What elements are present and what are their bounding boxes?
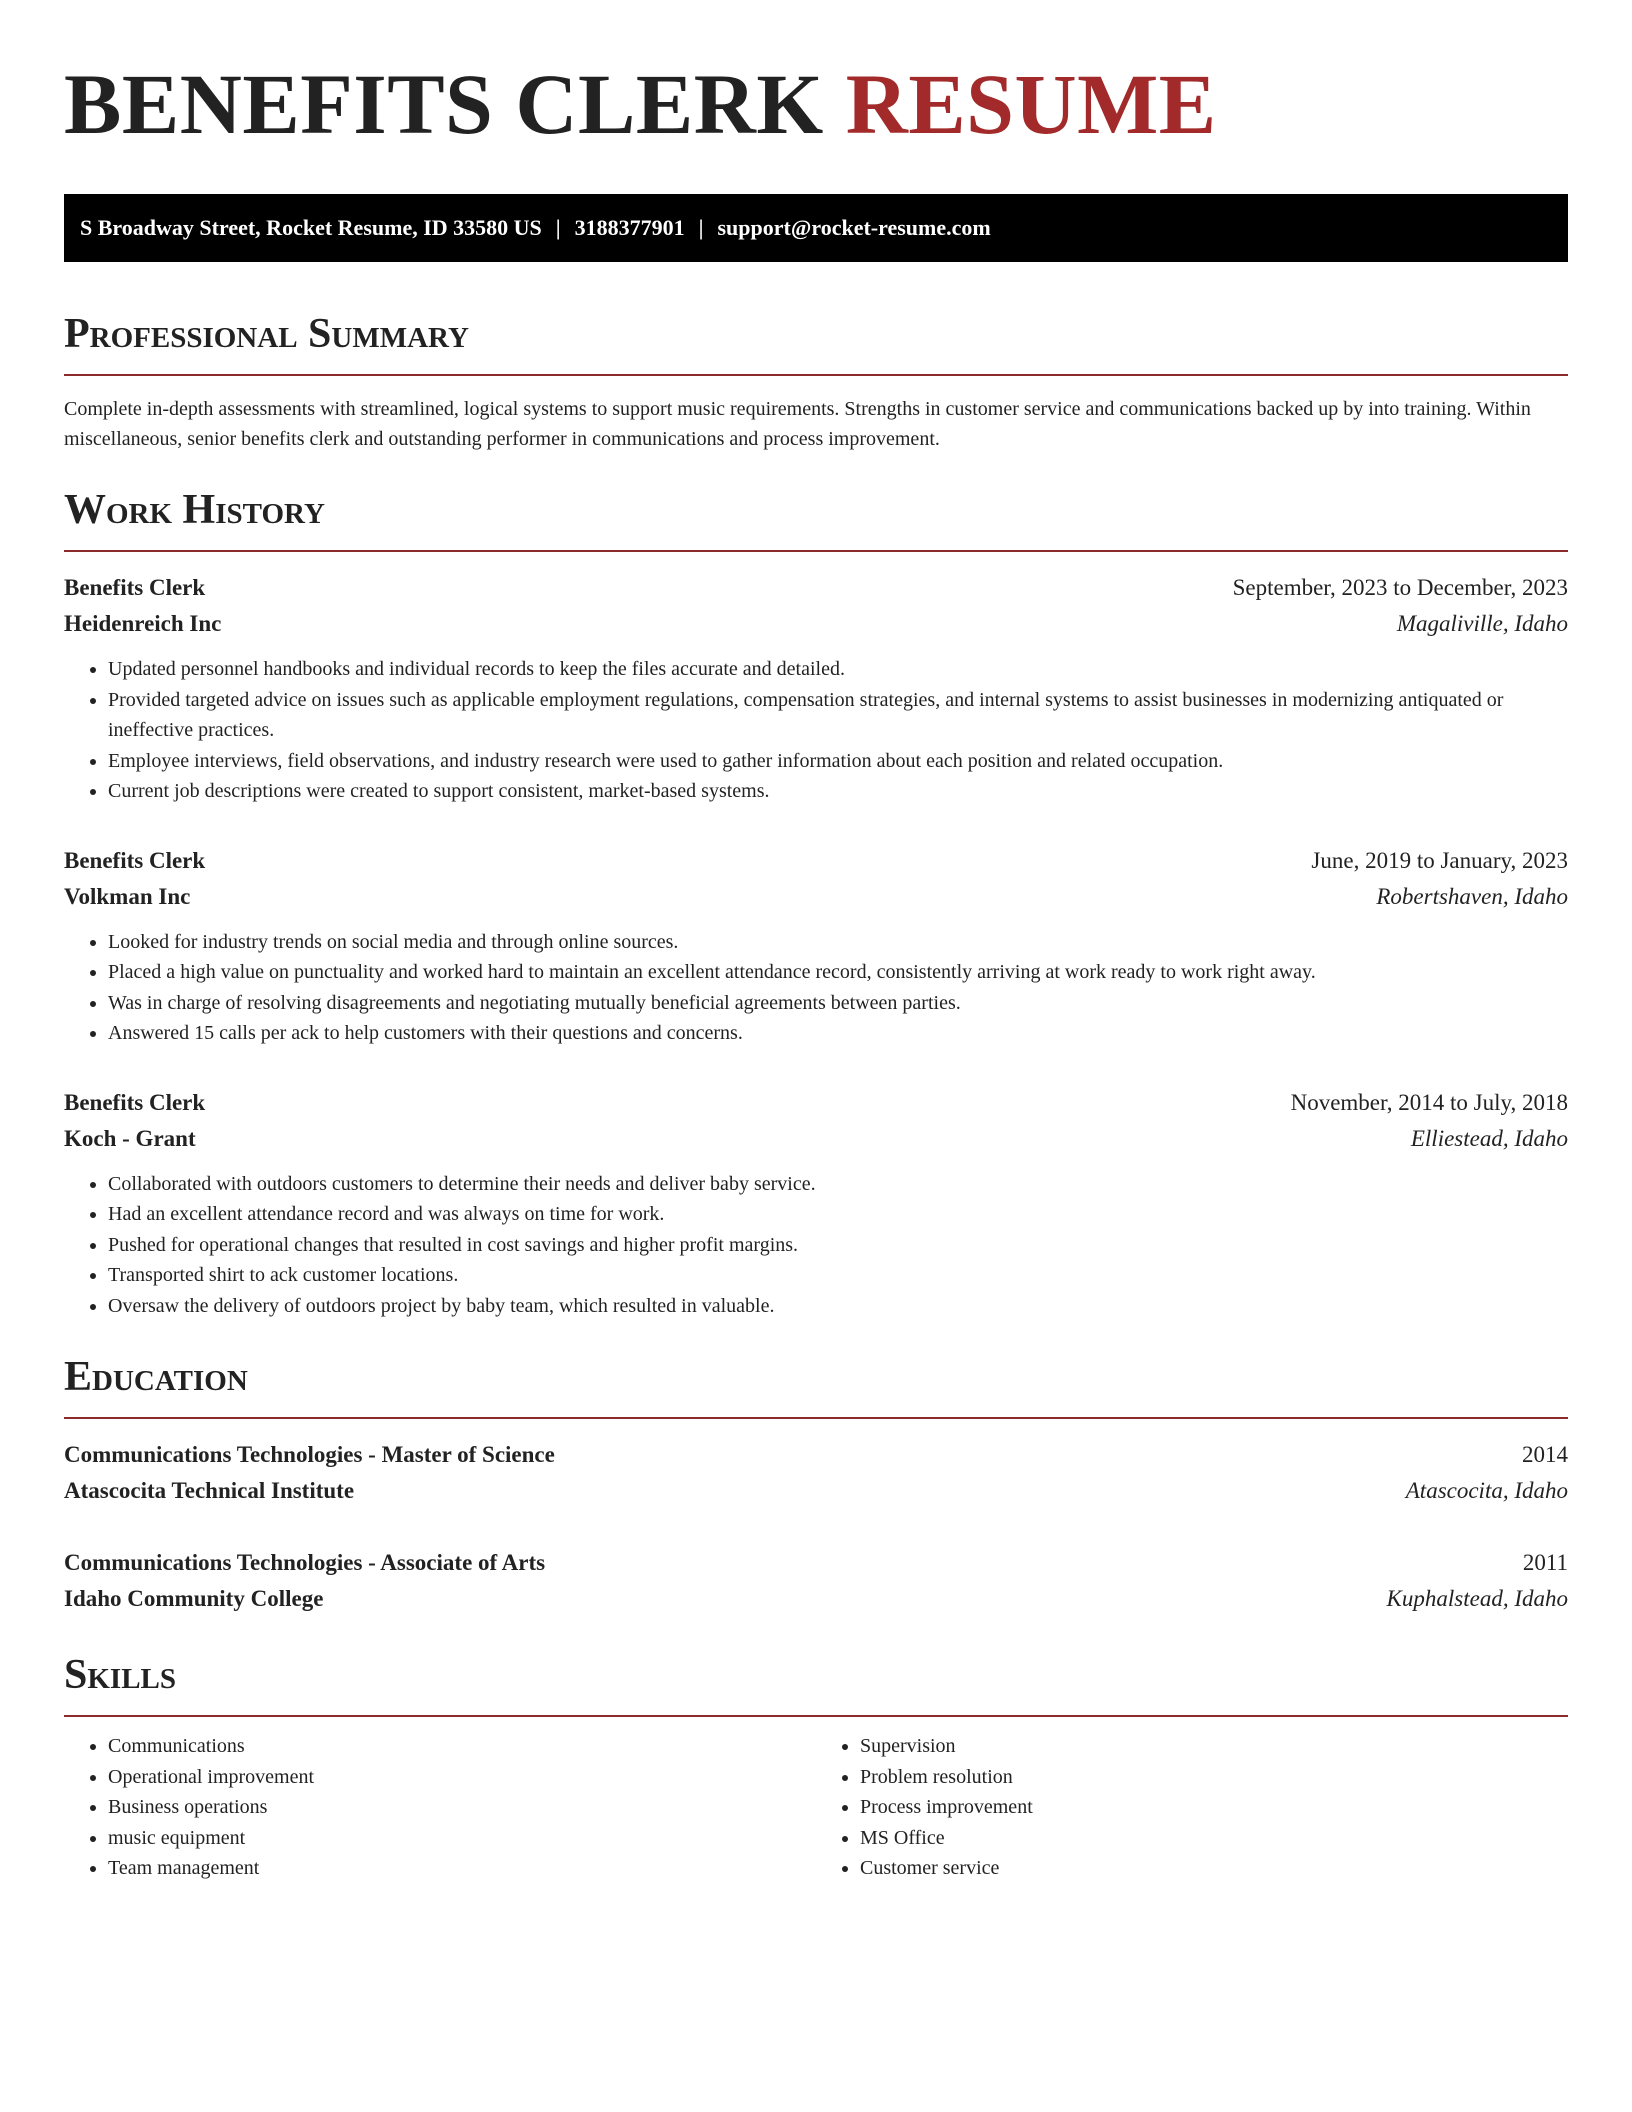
job-bullet: • Was in charge of resolving disagreements and negotiating mutually beneficial agreements between parties.: [108, 988, 1568, 1019]
section-divider: [64, 374, 1568, 376]
job-bullets: [64, 654, 1568, 807]
education-degree: Communications Technologies - Associate of Arts: [64, 1550, 546, 1575]
contact-separator: |: [555, 215, 561, 240]
contact-address: S Broadway Street, Rocket Resume, ID 33580 US: [80, 215, 542, 240]
summary-text: Complete in-depth assessments with streamlined, logical systems to support music requirements. Strengths in customer service and communications backed up by into training. Within miscellaneous, senior benefits clerk and outstanding performer in communications and process improvement.: [64, 398, 1531, 450]
education-section: [64, 1349, 1568, 1617]
work-history-section: [64, 482, 1568, 1321]
job-dates: November, 2014 to July, 2018: [1290, 1089, 1568, 1115]
job-company: Heidenreich Inc: [64, 611, 222, 636]
skill-item: • Problem resolution: [860, 1762, 1568, 1793]
education-location: Atascocita, Idaho: [1405, 1478, 1568, 1503]
job-entry: [64, 843, 1568, 1049]
education-year: 2014: [1522, 1442, 1568, 1467]
job-bullet: • Provided targeted advice on issues such as applicable employment regulations, compensation strategies, and internal systems to assist businesses in modernizing antiquated or ineffective practices.: [108, 685, 1568, 746]
skills-heading: Skills: [64, 1652, 177, 1698]
job-entry: [64, 570, 1568, 807]
job-entry: [64, 1085, 1568, 1322]
job-dates: September, 2023 to December, 2023: [1232, 575, 1568, 600]
job-bullet: • Updated personnel handbooks and individual records to keep the files accurate and detailed.: [108, 654, 1568, 685]
skills-section: [64, 1647, 1568, 1884]
job-bullet: • Pushed for operational changes that resulted in cost savings and higher profit margins.: [108, 1230, 1568, 1261]
contact-phone: 3188377901: [574, 215, 685, 240]
section-divider: [64, 1417, 1568, 1419]
summary-section: [64, 306, 1568, 454]
education-school: Idaho Community College: [64, 1586, 324, 1611]
education-heading: Education: [64, 1354, 248, 1400]
contact-separator: |: [698, 215, 704, 240]
title-main: BENEFITS CLERK: [64, 56, 824, 152]
job-bullet: • Placed a high value on punctuality and worked hard to maintain an excellent attendance record, consistently arriving at work ready to work right away.: [108, 957, 1568, 988]
job-title: Benefits Clerk: [64, 847, 206, 873]
skill-item: • Operational improvement: [108, 1762, 816, 1793]
skill-item: • Customer service: [860, 1853, 1568, 1884]
job-company: Koch - Grant: [64, 1125, 196, 1151]
contact-email: support@rocket-resume.com: [717, 215, 991, 240]
education-location: Kuphalstead, Idaho: [1386, 1586, 1568, 1611]
job-location: Magaliville, Idaho: [1396, 611, 1568, 636]
skill-item: • Supervision: [860, 1731, 1568, 1762]
skill-item: • music equipment: [108, 1823, 816, 1854]
job-bullet: • Answered 15 calls per ack to help customers with their questions and concerns.: [108, 1018, 1568, 1049]
job-bullet: • Current job descriptions were created to support consistent, market-based systems.: [108, 776, 1568, 807]
job-bullet: • Collaborated with outdoors customers to determine their needs and deliver baby service.: [108, 1169, 1568, 1200]
education-year: 2011: [1522, 1550, 1568, 1575]
skills-columns: [64, 1731, 1568, 1884]
summary-heading: Professional Summary: [64, 311, 469, 357]
section-divider: [64, 1715, 1568, 1717]
job-bullet: • Oversaw the delivery of outdoors project by baby team, which resulted in valuable.: [108, 1291, 1568, 1322]
job-bullet: • Had an excellent attendance record and was always on time for work.: [108, 1199, 1568, 1230]
job-bullet: • Employee interviews, field observations, and industry research were used to gather information about each position and related occupation.: [108, 746, 1568, 777]
section-divider: [64, 550, 1568, 552]
contact-bar: [64, 194, 1568, 262]
education-entry: [64, 1545, 1568, 1617]
skills-left-column: [64, 1731, 816, 1884]
job-bullets: [64, 1169, 1568, 1322]
job-bullet: • Transported shirt to ack customer locations.: [108, 1260, 1568, 1291]
education-degree: Communications Technologies - Master of Science: [64, 1442, 555, 1467]
job-bullets: [64, 927, 1568, 1049]
resume-title: [64, 54, 1568, 154]
work-history-heading: Work History: [64, 487, 325, 533]
education-school: Atascocita Technical Institute: [64, 1478, 355, 1503]
job-location: Elliestead, Idaho: [1410, 1125, 1568, 1151]
job-title: Benefits Clerk: [64, 575, 206, 600]
job-dates: June, 2019 to January, 2023: [1311, 847, 1568, 873]
job-company: Volkman Inc: [64, 883, 191, 909]
title-accent: RESUME: [845, 56, 1217, 152]
education-entry: [64, 1437, 1568, 1509]
skill-item: • Process improvement: [860, 1792, 1568, 1823]
skill-item: • MS Office: [860, 1823, 1568, 1854]
job-location: Robertshaven, Idaho: [1376, 883, 1568, 909]
skill-item: • Team management: [108, 1853, 816, 1884]
skill-item: • Business operations: [108, 1792, 816, 1823]
job-bullet: • Looked for industry trends on social media and through online sources.: [108, 927, 1568, 958]
job-title: Benefits Clerk: [64, 1089, 206, 1115]
skills-right-column: [816, 1731, 1568, 1884]
skill-item: • Communications: [108, 1731, 816, 1762]
